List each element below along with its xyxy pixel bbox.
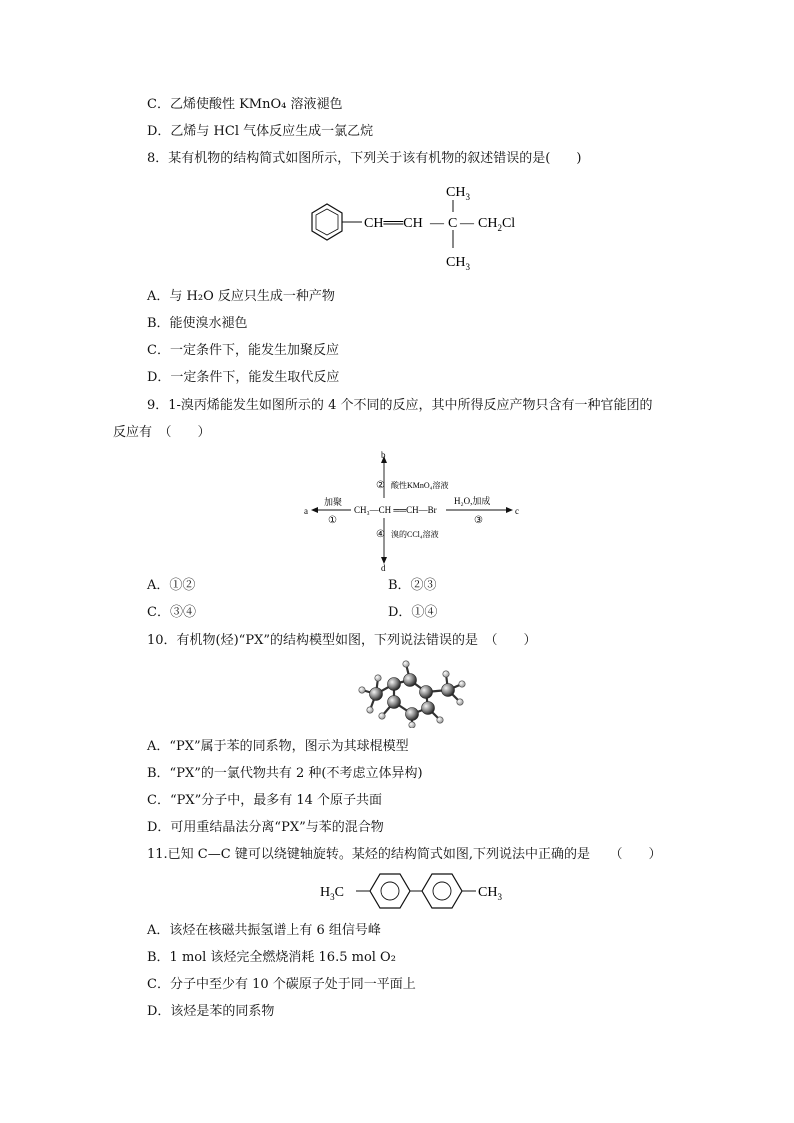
fig9-r1-label: 加聚	[324, 497, 343, 507]
fig9-r3: ③	[474, 515, 483, 526]
fig9-c: c	[515, 506, 519, 516]
fig9-r4-label: 溴的CCl₄溶液	[391, 530, 439, 539]
question-10: 10．有机物(烃)“PX”的结构模型如图，下列说法错误的是 （ ）	[147, 633, 537, 648]
fig9-r3-label: H₂O,加成	[454, 496, 491, 506]
fig8-ch3-top: $CH_3$	[446, 185, 470, 202]
figure-8-structure	[300, 178, 560, 278]
option-a-9: A．①②	[147, 578, 196, 593]
option-b-8: B．能使溴水褪色	[147, 316, 248, 331]
fig9-b: b	[381, 450, 386, 460]
option-d-10: D．可用重结晶法分离“PX”与苯的混合物	[147, 820, 384, 835]
fig9-r4: ④	[376, 529, 385, 540]
fig9-r1: ①	[328, 515, 337, 526]
fig8-dash1: —	[430, 216, 444, 231]
question-8: 8．某有机物的结构简式如图所示，下列关于该有机物的叙述错误的是( )	[147, 151, 582, 166]
figure-11-structure	[318, 868, 518, 914]
option-b-10: B．“PX”的一氯代物共有 2 种(不考虑立体异构)	[147, 766, 423, 781]
option-d-11: D．该烃是苯的同系物	[147, 1004, 275, 1019]
fig8-ch-ch: CH══CH	[364, 216, 423, 231]
question-9-line2: 反应有 （ ）	[113, 425, 211, 440]
fig8-ch2cl: $CH_2Cl$	[478, 216, 516, 233]
fig11-right-methyl: $CH_3$	[478, 885, 502, 902]
option-b-9: B．②③	[388, 578, 437, 593]
benzene-ring-left-icon	[370, 874, 410, 908]
figure-9-reactions	[296, 448, 536, 572]
benzene-ring-right-icon	[422, 874, 462, 908]
option-a-8: A．与 H₂O 反应只生成一种产物	[147, 289, 335, 304]
fig9-r2-label: 酸性KMnO₄溶液	[391, 481, 449, 490]
question-9-line1: 9．1-溴丙烯能发生如图所示的 4 个不同的反应，其中所得反应产物只含有一种官能团的	[147, 398, 653, 413]
fig8-c: C	[448, 216, 458, 231]
figure-10-ball-stick-model	[348, 656, 478, 728]
option-c-9: C．③④	[147, 605, 196, 620]
fig8-ch3-bottom: $CH_3$	[446, 255, 470, 272]
option-b-11: B．1 mol 该烃完全燃烧消耗 16.5 mol O₂	[147, 950, 396, 965]
question-11: 11.已知 C—C 键可以绕键轴旋转。某烃的结构简式如图,下列说法中正确的是 （ ）	[147, 847, 662, 862]
option-a-11: A．该烃在核磁共振氢谱上有 6 组信号峰	[147, 923, 381, 938]
option-a-10: A．“PX”属于苯的同系物，图示为其球棍模型	[147, 739, 409, 754]
option-d-8: D．一定条件下，能发生取代反应	[147, 370, 340, 385]
fig9-formula: CH₃—CH ══CH—Br	[354, 505, 437, 515]
option-c-8: C．一定条件下，能发生加聚反应	[147, 343, 339, 358]
option-c-7: C．乙烯使酸性 KMnO₄ 溶液褪色	[147, 97, 343, 112]
benzene-inner-ring	[316, 209, 338, 235]
option-c-11: C．分子中至少有 10 个碳原子处于同一平面上	[147, 977, 416, 992]
option-d-9: D．①④	[388, 605, 438, 620]
fig9-r2: ②	[376, 480, 385, 491]
fig9-a: a	[304, 506, 308, 516]
option-d-7: D．乙烯与 HCl 气体反应生成一氯乙烷	[147, 124, 374, 139]
fig9-d: d	[381, 563, 386, 572]
option-c-10: C．“PX”分子中，最多有 14 个原子共面	[147, 793, 383, 808]
fig8-dash2: —	[460, 216, 474, 231]
fig11-left-methyl: $H_3C$	[320, 885, 344, 902]
